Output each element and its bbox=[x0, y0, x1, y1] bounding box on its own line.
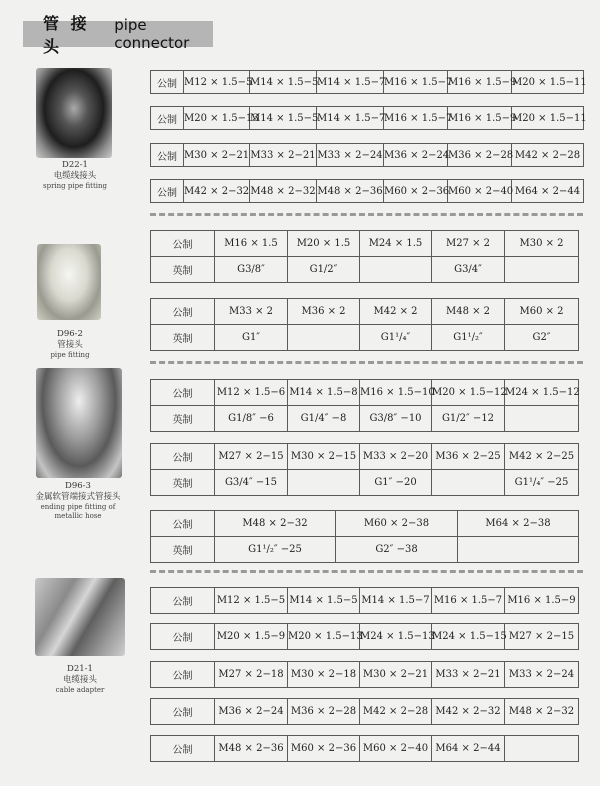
table-row bbox=[151, 107, 584, 130]
spec-cell: G1¹/₂″ −25 bbox=[215, 537, 336, 563]
table-row bbox=[151, 662, 579, 688]
spec-cell: M64 × 2−38 bbox=[458, 511, 579, 537]
product-name-cn: 管接头 bbox=[57, 340, 83, 350]
spec-cell: M36 × 2−24 bbox=[215, 699, 288, 725]
product-code: D96-3 bbox=[65, 481, 91, 491]
spec-cell: M42 × 2−32 bbox=[432, 699, 505, 725]
spec-cell: M33 × 2−20 bbox=[360, 444, 432, 470]
metric-label: 公制 bbox=[151, 180, 184, 203]
spec-cell: M14 × 1.5−5 bbox=[250, 71, 317, 94]
imperial-label: 英制 bbox=[151, 406, 215, 432]
spec-cell bbox=[505, 257, 579, 283]
spec-cell: M20 × 1.5−9 bbox=[215, 624, 288, 650]
spec-cell: M48 × 2 bbox=[432, 299, 505, 325]
spec-cell: M16 × 1.5−7 bbox=[432, 588, 505, 614]
spec-cell: G3/8″ bbox=[215, 257, 288, 283]
metric-label: 公制 bbox=[151, 380, 215, 406]
spec-cell: M14 × 1.5−7 bbox=[360, 588, 432, 614]
spec-table-14 bbox=[150, 735, 579, 762]
spec-cell: G1¹/₂″ bbox=[432, 325, 505, 351]
spec-cell bbox=[288, 470, 360, 496]
spec-cell: M14 × 1.5−8 bbox=[288, 380, 360, 406]
spec-cell: M27 × 2−18 bbox=[215, 662, 288, 688]
spec-cell: M30 × 2−18 bbox=[288, 662, 360, 688]
spec-cell: M33 × 2−24 bbox=[317, 144, 384, 167]
section-divider bbox=[150, 361, 583, 364]
spec-table-12 bbox=[150, 661, 579, 688]
spec-cell: M48 × 2−36 bbox=[317, 180, 384, 203]
product-caption-d22-1 bbox=[30, 160, 120, 191]
product-photo-d96-3 bbox=[36, 368, 122, 478]
spec-cell: G1/4″ −8 bbox=[288, 406, 360, 432]
spec-cell: M16 × 1.5−7 bbox=[384, 107, 448, 130]
spec-cell: M14 × 1.5−5 bbox=[288, 588, 360, 614]
product-code: D22-1 bbox=[62, 160, 88, 170]
product-caption-d96-3 bbox=[22, 481, 134, 521]
spec-cell: M30 × 2−21 bbox=[360, 662, 432, 688]
spec-cell: M64 × 2−44 bbox=[512, 180, 584, 203]
spec-cell: M14 × 1.5−7 bbox=[317, 71, 384, 94]
spec-cell: M48 × 2−32 bbox=[505, 699, 579, 725]
metric-label: 公制 bbox=[151, 299, 215, 325]
spec-cell: G3/4″ −15 bbox=[215, 470, 288, 496]
table-row bbox=[151, 699, 579, 725]
table-row bbox=[151, 588, 579, 614]
table-row bbox=[151, 231, 579, 257]
section-divider bbox=[150, 570, 583, 573]
spec-cell: M48 × 2−32 bbox=[250, 180, 317, 203]
spec-cell: M36 × 2 bbox=[288, 299, 360, 325]
product-caption-d96-2 bbox=[25, 329, 115, 360]
spec-cell: M14 × 1.5−7 bbox=[317, 107, 384, 130]
spec-cell: M30 × 2−21 bbox=[184, 144, 250, 167]
spec-cell: M16 × 1.5−9 bbox=[448, 71, 512, 94]
spec-cell: M33 × 2−24 bbox=[505, 662, 579, 688]
metric-label: 公制 bbox=[151, 231, 215, 257]
spec-cell bbox=[360, 257, 432, 283]
metric-label: 公制 bbox=[151, 144, 184, 167]
title-en: pipe connector bbox=[114, 16, 190, 52]
spec-cell: M36 × 2−28 bbox=[448, 144, 512, 167]
spec-table-8 bbox=[150, 443, 579, 496]
product-name-en: spring pipe fitting bbox=[43, 182, 107, 190]
spec-cell bbox=[432, 470, 505, 496]
table-row bbox=[151, 180, 584, 203]
spec-cell: M33 × 2−21 bbox=[250, 144, 317, 167]
spec-cell: M33 × 2−21 bbox=[432, 662, 505, 688]
imperial-label: 英制 bbox=[151, 537, 215, 563]
title-cn: 管 接 头 bbox=[43, 14, 90, 56]
spec-cell: M60 × 2−36 bbox=[384, 180, 448, 203]
spec-cell: M20 × 1.5−13 bbox=[184, 107, 250, 130]
spec-table-7 bbox=[150, 379, 579, 432]
table-row bbox=[151, 71, 584, 94]
metric-label: 公制 bbox=[151, 588, 215, 614]
spec-cell: G1/2″ bbox=[288, 257, 360, 283]
table-row bbox=[151, 406, 579, 432]
spec-cell: M24 × 1.5−13 bbox=[360, 624, 432, 650]
imperial-label: 英制 bbox=[151, 257, 215, 283]
product-name-cn: 电缆线接头 bbox=[53, 171, 97, 181]
table-row bbox=[151, 257, 579, 283]
spec-cell: M42 × 2−28 bbox=[512, 144, 584, 167]
imperial-label: 英制 bbox=[151, 325, 215, 351]
page-header bbox=[23, 14, 213, 56]
spec-table-13 bbox=[150, 698, 579, 725]
table-row bbox=[151, 736, 579, 762]
spec-cell: G1/8″ −6 bbox=[215, 406, 288, 432]
spec-cell bbox=[288, 325, 360, 351]
spec-table-1 bbox=[150, 70, 587, 94]
product-photo-d21-1 bbox=[35, 578, 125, 656]
spec-cell: M16 × 1.5−10 bbox=[360, 380, 432, 406]
spec-cell: M12 × 1.5−5 bbox=[215, 588, 288, 614]
spec-cell: M24 × 1.5−15 bbox=[432, 624, 505, 650]
spec-table-4 bbox=[150, 179, 584, 203]
imperial-label: 英制 bbox=[151, 470, 215, 496]
metric-label: 公制 bbox=[151, 736, 215, 762]
product-photo-d22-1 bbox=[36, 68, 112, 158]
metric-label: 公制 bbox=[151, 624, 215, 650]
product-name-en: pipe fitting bbox=[50, 351, 90, 359]
spec-cell: M48 × 2−32 bbox=[215, 511, 336, 537]
product-code: D21-1 bbox=[67, 664, 93, 674]
table-row bbox=[151, 470, 579, 496]
product-name-en: cable adapter bbox=[55, 686, 105, 694]
spec-cell: M30 × 2 bbox=[505, 231, 579, 257]
spec-cell: M16 × 1.5−9 bbox=[448, 107, 512, 130]
spec-cell: M42 × 2 bbox=[360, 299, 432, 325]
table-row bbox=[151, 511, 579, 537]
product-name-cn: 金属软管端接式管接头 bbox=[35, 492, 121, 502]
spec-table-10 bbox=[150, 587, 579, 614]
table-row bbox=[151, 624, 579, 650]
spec-cell: M36 × 2−28 bbox=[288, 699, 360, 725]
spec-table-3 bbox=[150, 143, 584, 167]
spec-cell: M20 × 1.5−12 bbox=[432, 380, 505, 406]
spec-cell: M14 × 1.5−5 bbox=[250, 107, 317, 130]
spec-cell: M60 × 2−40 bbox=[360, 736, 432, 762]
spec-cell bbox=[458, 537, 579, 563]
spec-cell: G1¹/₄″ bbox=[360, 325, 432, 351]
spec-cell: M33 × 2 bbox=[215, 299, 288, 325]
product-name-en: ending pipe fitting of metallic hose bbox=[40, 503, 116, 520]
spec-table-9 bbox=[150, 510, 579, 563]
spec-cell: M60 × 2−38 bbox=[336, 511, 458, 537]
spec-cell: G2″ bbox=[505, 325, 579, 351]
spec-cell: M24 × 1.5 bbox=[360, 231, 432, 257]
spec-cell: M64 × 2−44 bbox=[432, 736, 505, 762]
table-row bbox=[151, 537, 579, 563]
table-row bbox=[151, 380, 579, 406]
spec-cell: M12 × 1.5−5 bbox=[184, 71, 250, 94]
metric-label: 公制 bbox=[151, 662, 215, 688]
spec-cell: M36 × 2−25 bbox=[432, 444, 505, 470]
spec-cell: M48 × 2−36 bbox=[215, 736, 288, 762]
spec-cell: G3/8″ −10 bbox=[360, 406, 432, 432]
table-row bbox=[151, 325, 579, 351]
table-row bbox=[151, 299, 579, 325]
spec-cell: M20 × 1.5 bbox=[288, 231, 360, 257]
spec-cell: M27 × 2−15 bbox=[505, 624, 579, 650]
spec-cell: G2″ −38 bbox=[336, 537, 458, 563]
spec-cell bbox=[505, 736, 579, 762]
spec-cell: M42 × 2−25 bbox=[505, 444, 579, 470]
spec-cell: M27 × 2 bbox=[432, 231, 505, 257]
spec-cell: M16 × 1.5 bbox=[215, 231, 288, 257]
spec-cell: M27 × 2−15 bbox=[215, 444, 288, 470]
spec-table-5 bbox=[150, 230, 579, 283]
metric-label: 公制 bbox=[151, 71, 184, 94]
product-caption-d21-1 bbox=[35, 664, 125, 695]
spec-cell: M60 × 2−36 bbox=[288, 736, 360, 762]
metric-label: 公制 bbox=[151, 107, 184, 130]
table-row bbox=[151, 144, 584, 167]
section-divider bbox=[150, 213, 583, 216]
spec-cell: M24 × 1.5−12 bbox=[505, 380, 579, 406]
metric-label: 公制 bbox=[151, 444, 215, 470]
spec-cell: M20 × 1.5−11 bbox=[512, 71, 584, 94]
product-photo-d96-2 bbox=[37, 244, 101, 320]
product-name-cn: 电缆接头 bbox=[62, 675, 97, 685]
spec-table-11 bbox=[150, 623, 579, 650]
spec-cell: M36 × 2−24 bbox=[384, 144, 448, 167]
spec-cell: G1¹/₄″ −25 bbox=[505, 470, 579, 496]
spec-cell: M60 × 2 bbox=[505, 299, 579, 325]
spec-cell: M16 × 1.5−7 bbox=[384, 71, 448, 94]
spec-cell: M60 × 2−40 bbox=[448, 180, 512, 203]
table-row bbox=[151, 444, 579, 470]
spec-cell bbox=[505, 406, 579, 432]
spec-cell: M20 × 1.5−13 bbox=[288, 624, 360, 650]
spec-table-2 bbox=[150, 106, 587, 130]
spec-cell: G1″ bbox=[215, 325, 288, 351]
spec-cell: G1/2″ −12 bbox=[432, 406, 505, 432]
spec-cell: M42 × 2−32 bbox=[184, 180, 250, 203]
metric-label: 公制 bbox=[151, 511, 215, 537]
spec-cell: M42 × 2−28 bbox=[360, 699, 432, 725]
spec-cell: G1″ −20 bbox=[360, 470, 432, 496]
spec-cell: M20 × 1.5−11 bbox=[512, 107, 584, 130]
spec-cell: M30 × 2−15 bbox=[288, 444, 360, 470]
spec-cell: M12 × 1.5−6 bbox=[215, 380, 288, 406]
spec-table-6 bbox=[150, 298, 579, 351]
product-code: D96-2 bbox=[57, 329, 83, 339]
metric-label: 公制 bbox=[151, 699, 215, 725]
spec-cell: G3/4″ bbox=[432, 257, 505, 283]
spec-cell: M16 × 1.5−9 bbox=[505, 588, 579, 614]
